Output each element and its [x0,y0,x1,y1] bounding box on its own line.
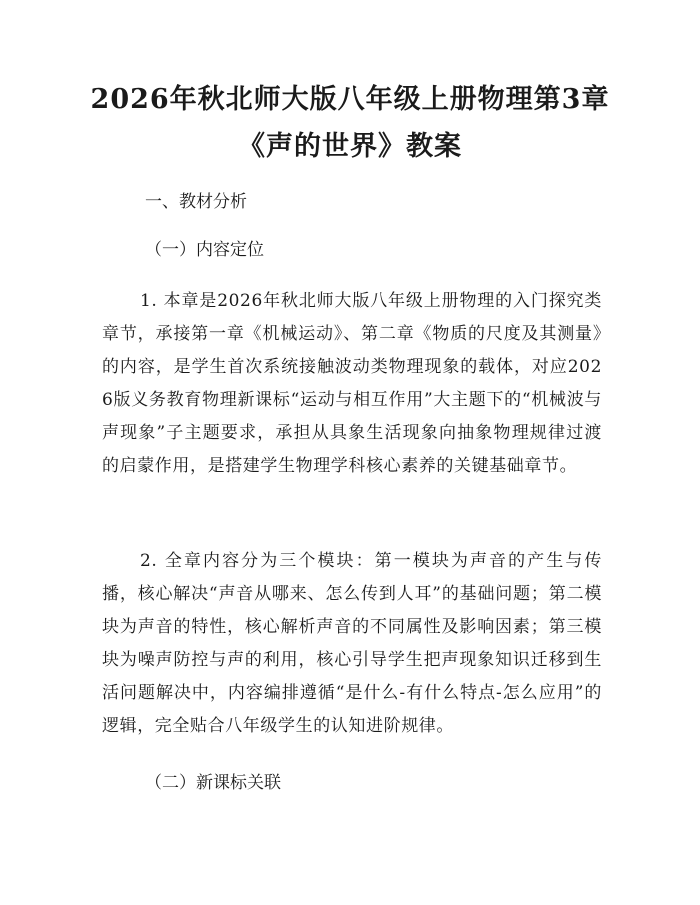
document-title-line-2: 《声的世界》教案 [238,131,462,162]
document-title-line-1: 2026年秋北师大版八年级上册物理第3章 [90,84,610,115]
paragraph-1: 1. 本章是2026年秋北师大版八年级上册物理的入门探究类章节，承接第一章《机械运动》、第二章《物质的尺度及其测量》的内容，是学生首次系统接触波动类物理现象的载体，对应2026版义务教育物理新课标“运动与相互作用”大主题下的“机械波与声现象”子主题要求，承担从具象生活现象向抽象物理规律过渡的启蒙作用，是搭建学生物理学科核心素养的关键基础章节。 [102,291,602,476]
subsection-heading-content-positioning: （一）内容定位 [145,240,264,260]
paragraph-2: 2. 全章内容分为三个模块：第一模块为声音的产生与传播，核心解决“声音从哪来、怎么传到人耳”的基础问题；第二模块为声音的特性，核心解析声音的不同属性及影响因素；第三模块为噪声防控与声的利用，核心引导学生把声现象知识迁移到生活问题解决中，内容编排遵循“是什么-有什么特点-怎么应用”的逻辑，完全贴合八年级学生的认知进阶规律。 [102,551,602,736]
section-heading-textbook-analysis: 一、教材分析 [145,192,247,212]
subsection-heading-curriculum-link: （二）新课标关联 [145,773,281,793]
